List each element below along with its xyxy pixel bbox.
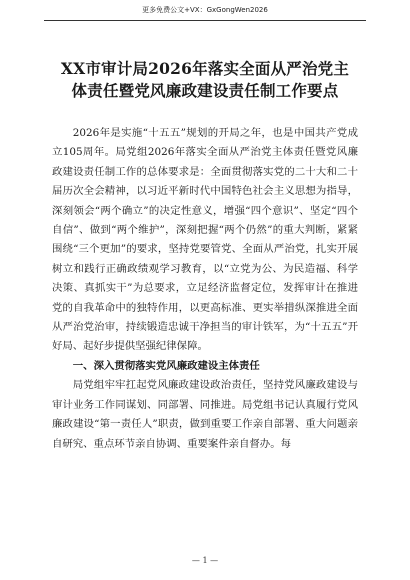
document-title bbox=[40, 58, 370, 102]
header-divider bbox=[44, 20, 366, 21]
title-line-2: 体责任暨党风廉政建设责任制工作要点 bbox=[71, 81, 339, 100]
page-header: 更多免费公文+VX：GxGongWen2026 bbox=[142, 6, 268, 14]
section-1-paragraph: 局党组牢牢扛起党风廉政建设政治责任，坚持党风廉政建设与审计业务工作同谋划、同部署、同推进。局党组书记认真履行党风廉政建设“第一责任人”职责，做到重要工作亲自部署、重大问题亲自研究、重点环节亲自协调、重要案件亲自督办。每 bbox=[52, 379, 358, 450]
page-number: — 1 — bbox=[191, 556, 219, 565]
section-1-heading: 一、深入贯彻落实党风廉政建设主体责任 bbox=[72, 359, 260, 372]
document-body bbox=[52, 124, 358, 454]
title-line-1: XX市审计局2026年落实全面从严治党主 bbox=[60, 59, 350, 78]
intro-paragraph: 2026年是实施“十五五”规划的开局之年，也是中国共产党成立105周年。局党组2026年落实全面从严治党主体责任暨党风廉政建设责任制工作的总体要求是：全面贯彻落实党的二十大和二十届历次全会精神，以习近平新时代中国特色社会主义思想为指导，深刻领会“两个确立”的决定性意义，增强“四个意识”、坚定“四个自信”、做到“两个维护”，深刻把握“两个仍然”的重大判断，紧紧围绕“三个更加”的要求，坚持党要管党、全面从严治党，扎实开展树立和践行正确政绩观学习教育，以“立党为公、为民造福、科学决策、真抓实干”为总要求，立足经济监督定位，发挥审计在推进党的自我革命中的独特作用，以更高标准、更实举措纵深推进全面从严治党治审，持续锻造忠诚干净担当的审计铁军，为“十五五”开好局、起好步提供坚强纪律保障。 bbox=[52, 127, 358, 353]
